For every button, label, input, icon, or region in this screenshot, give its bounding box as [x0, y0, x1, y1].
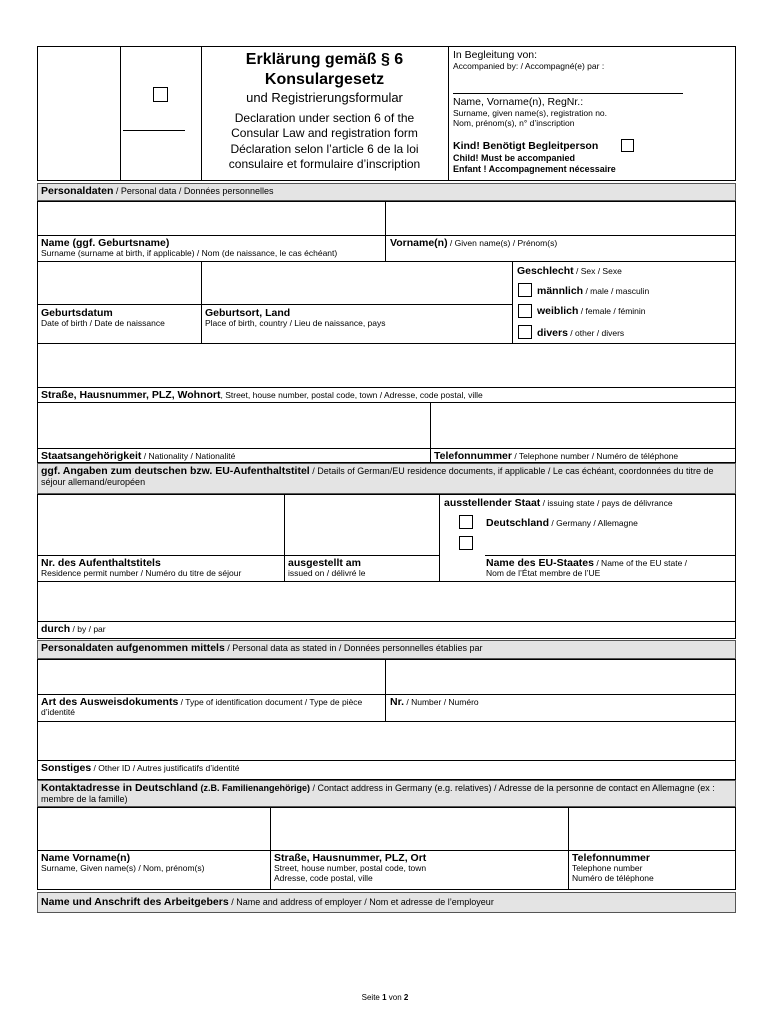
diverse-label: divers / other / divers — [537, 327, 625, 339]
street-label: Straße, Hausnummer, PLZ, Wohnort, Street, house number, postal code, town / Adresse, code postal, ville — [41, 389, 483, 401]
child-checkbox[interactable] — [621, 139, 634, 152]
section-contact: Kontaktadresse in Deutschland (z.B. Familienangehörige) / Contact address in Germany (e.g. relatives) / Adresse de la personne de contact en Allemagne (ex : membre de la famille) — [37, 780, 736, 807]
given-name-input[interactable] — [390, 204, 730, 234]
section-employer: Name und Anschrift des Arbeitgebers / Name and address of employer / Nom et adresse de l’employeur — [37, 892, 736, 913]
contact-street-input[interactable] — [274, 810, 564, 848]
contact-phone-input[interactable] — [572, 810, 732, 848]
given-name-label: Vorname(n) / Given name(s) / Prénom(s) — [390, 237, 558, 249]
germany-label: Deutschland / Germany / Allemagne — [486, 517, 638, 529]
child-label: Kind! Benötigt Begleitperson Child! Must be accompanied Enfant ! Accompagnement nécessaire — [453, 140, 616, 174]
nationality-label: Staatsangehörigkeit / Nationality / Nationalité — [41, 450, 236, 462]
issued-by-label: durch / by / par — [41, 623, 106, 635]
contact-street-label: Straße, Hausnummer, PLZ, Ort Street, house number, postal code, town Adresse, code postal, ville — [274, 852, 427, 883]
dob-label: Geburtsdatum Date of birth / Date de naissance — [41, 307, 165, 328]
phone-input[interactable] — [434, 405, 732, 443]
accompanied-label: In Begleitung von: Accompanied by: / Accompagné(e) par : — [453, 49, 605, 71]
other-id-input[interactable] — [40, 724, 730, 758]
permit-number-input[interactable] — [40, 497, 280, 552]
permit-number-label: Nr. des Aufenthaltstitels Residence permit number / Numéro du titre de séjour — [41, 557, 242, 578]
other-id-label: Sonstiges / Other ID / Autres justificatifs d’identité — [41, 762, 240, 774]
male-checkbox[interactable] — [518, 283, 532, 297]
photo-signature-line — [123, 130, 185, 131]
id-document-input[interactable] — [40, 662, 380, 692]
male-label: männlich / male / masculin — [537, 285, 650, 297]
eu-state-label: Name des EU-Staates / Name of the EU state / Nom de l’État membre de l’UE — [486, 557, 688, 578]
surname-label: Name (ggf. Geburtsname) Surname (surname at birth, if applicable) / Nom (de naissance, le cas échéant) — [41, 237, 338, 258]
dob-input[interactable] — [40, 264, 198, 302]
id-document-label: Art des Ausweisdokuments / Type of identification document / Type de pièce d’identité — [41, 696, 363, 717]
contact-name-label: Name Vorname(n) Surname, Given name(s) / Nom, prénom(s) — [41, 852, 205, 873]
section-personal-data: Personaldaten / Personal data / Données personnelles — [37, 183, 736, 201]
germany-checkbox[interactable] — [459, 515, 473, 529]
accompanied-name-label: Name, Vorname(n), RegNr.: Surname, given name(s), registration no. Nom, prénom(s), n° d’inscription — [453, 96, 608, 128]
form-subtitle: und Registrierungsformular — [246, 90, 403, 105]
form-title: Erklärung gemäß § 6 Konsulargesetz — [245, 51, 404, 88]
id-number-label: Nr. / Number / Numéro — [390, 696, 479, 708]
issued-on-input[interactable] — [288, 497, 435, 552]
female-label: weiblich / female / féminin — [537, 305, 646, 317]
photo-checkbox[interactable] — [153, 87, 168, 102]
accompanied-line — [453, 93, 683, 94]
form-title-en: Declaration under section 6 of the Consular Law and registration form — [231, 111, 418, 140]
surname-input[interactable] — [40, 204, 380, 234]
issuing-state-label: ausstellender Staat / issuing state / pays de délivrance — [444, 497, 673, 509]
page-number: Seite 1 von 2 — [361, 993, 409, 1002]
contact-name-input[interactable] — [40, 810, 266, 848]
issued-by-input[interactable] — [40, 584, 730, 620]
nationality-input[interactable] — [40, 405, 426, 443]
section-residence: ggf. Angaben zum deutschen bzw. EU-Aufenthaltstitel / Details of German/EU residence documents, if applicable / Le cas échéant, coordonnées du titre de séjour allemand/européen — [37, 463, 736, 494]
form-title-fr: Déclaration selon l’article 6 de la loi consulaire et formulaire d’inscription — [228, 142, 421, 171]
street-input[interactable] — [40, 346, 730, 384]
id-number-input[interactable] — [390, 662, 730, 692]
pob-input[interactable] — [204, 264, 509, 302]
diverse-checkbox[interactable] — [518, 325, 532, 339]
issued-on-label: ausgestellt am issued on / délivré le — [288, 557, 366, 578]
eu-state-checkbox[interactable] — [459, 536, 473, 550]
female-checkbox[interactable] — [518, 304, 532, 318]
section-recorded: Personaldaten aufgenommen mittels / Personal data as stated in / Données personnelles établies par — [37, 640, 736, 659]
sex-label: Geschlecht / Sex / Sexe — [517, 265, 622, 277]
phone-label: Telefonnummer / Telephone number / Numéro de téléphone — [434, 450, 679, 462]
pob-label: Geburtsort, Land Place of birth, country / Lieu de naissance, pays — [205, 307, 386, 328]
contact-phone-label: Telefonnummer Telephone number Numéro de téléphone — [572, 852, 654, 883]
